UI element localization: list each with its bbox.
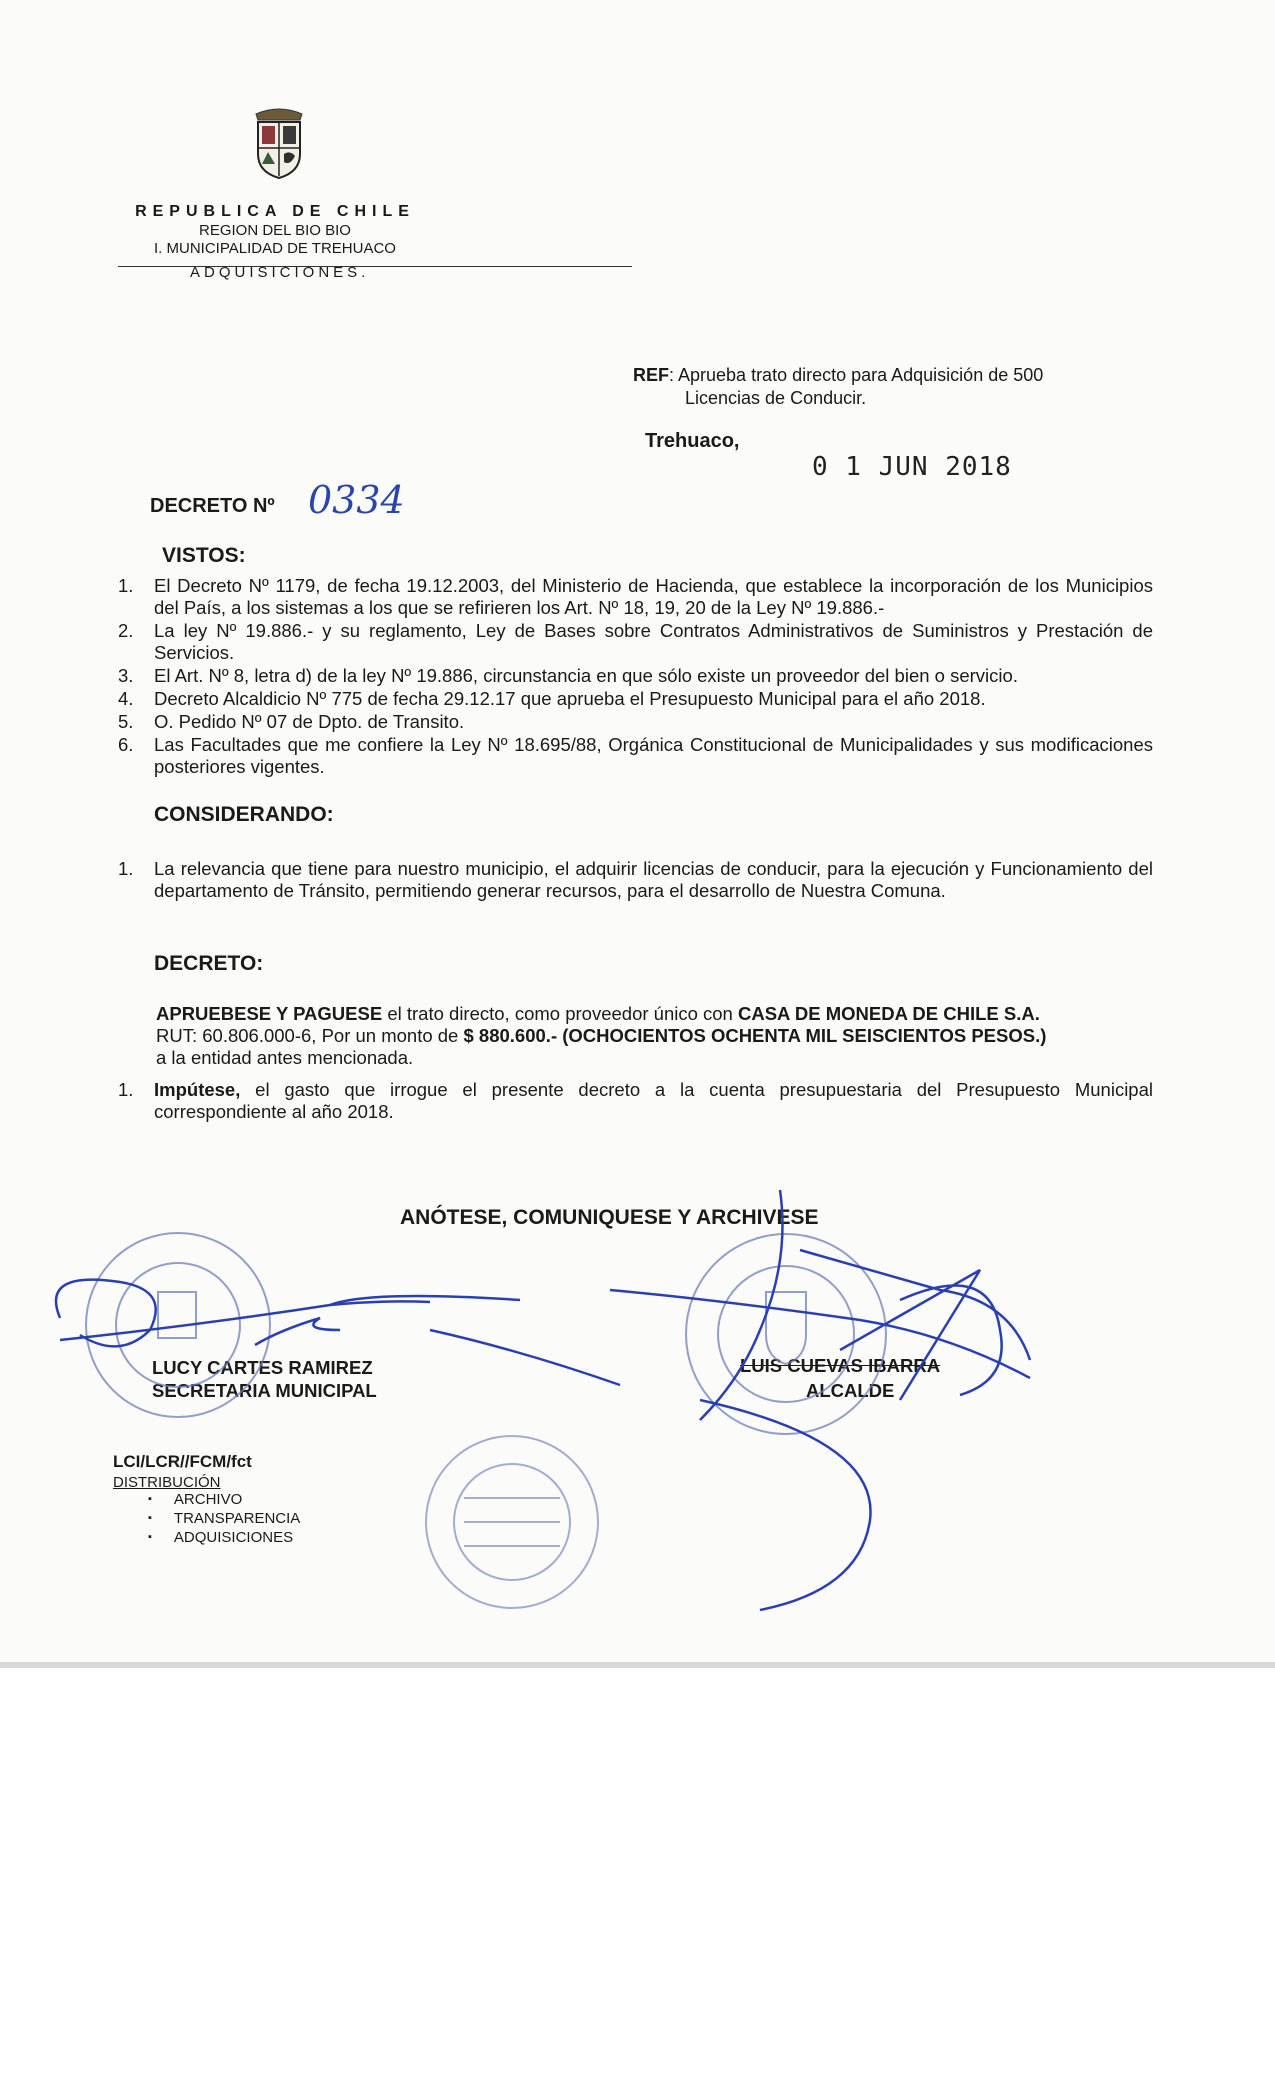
secretary-title: SECRETARIA MUNICIPAL	[152, 1380, 377, 1401]
list-item: 2. La ley Nº 19.886.- y su reglamento, Ley de Bases sobre Contratos Administrativos de Suministros y Prestación de Servicios.	[118, 620, 1153, 663]
list-item: 1. El Decreto Nº 1179, de fecha 19.12.2003, del Ministerio de Hacienda, que establece la incorporación de los Municipios del País, a los sistemas a los que se refirieren los Art. Nº 18, 19, 20 de la Ley Nº 19.886.-	[118, 575, 1153, 618]
place-label: Trehuaco,	[645, 430, 740, 452]
mayor-title: ALCALDE	[806, 1380, 895, 1401]
list-item: 4. Decreto Alcaldicio Nº 775 de fecha 29.12.17 que aprueba el Presupuesto Municipal para el año 2018.	[118, 688, 986, 709]
control-stamp-icon	[426, 1436, 598, 1608]
vistos-list	[118, 575, 1153, 779]
secretary-signature-icon	[56, 1280, 520, 1347]
list-item: 1. Impútese, el gasto que irrogue el presente decreto a la cuenta presupuestaria del Presupuesto Municipal correspondiente al año 2018.	[118, 1079, 1153, 1122]
mayor-signature-icon	[430, 1190, 1030, 1610]
list-item: 3. El Art. Nº 8, letra d) de la ley Nº 19.886, circunstancia en que sólo existe un proveedor del bien o servicio.	[118, 665, 1018, 686]
distribution-item: ▪ ADQUISICIONES	[148, 1529, 300, 1548]
mayor-stamp-icon	[686, 1234, 886, 1434]
distribution-item: ▪ ARCHIVO	[148, 1491, 300, 1510]
ref-label: REF	[633, 365, 669, 385]
list-item: 1. La relevancia que tiene para nuestro municipio, el adquirir licencias de conducir, para la ejecución y Funcionamiento del departamento de Tránsito, permitiendo generar recursos, para el desarrollo de Nuestra Comuna.	[118, 858, 1153, 901]
mayor-name: LUIS CUEVAS IBARRA	[740, 1355, 941, 1376]
distribution-label: DISTRIBUCIÓN	[113, 1474, 221, 1491]
list-item: 5. O. Pedido Nº 07 de Dpto. de Transito.	[118, 711, 465, 732]
ref-line2: Licencias de Conducir.	[685, 388, 867, 408]
decreto-list	[118, 1079, 1153, 1123]
decree-number-handwritten: 0334	[308, 478, 405, 522]
reference-block	[633, 364, 1153, 410]
decreto-body: APRUEBESE Y PAGUESE el trato directo, como proveedor único con CASA DE MONEDA DE CHILE S.A. RUT: 60.806.000-6, Por un monto de $ 880.600.- (OCHOCIENTOS OCHENTA MIL SEISCIENTOS PESOS.) a la entidad antes mencionada.	[156, 1003, 1047, 1068]
header-department: ADQUISICIONES.	[190, 264, 370, 281]
vistos-title: VISTOS:	[162, 544, 246, 567]
distribution-list	[148, 1491, 300, 1548]
considerando-title: CONSIDERANDO:	[154, 803, 334, 826]
ref-line1: : Aprueba trato directo para Adquisición de 500	[669, 365, 1044, 385]
municipal-crest-icon	[248, 104, 310, 180]
header-municipality: I. MUNICIPALIDAD DE TREHUACO	[154, 240, 396, 257]
secretary-name: LUCY CARTES RAMIREZ	[152, 1357, 373, 1378]
distribution-item: ▪ TRANSPARENCIA	[148, 1510, 300, 1529]
header-region: REGION DEL BIO BIO	[199, 222, 351, 239]
author-initials: LCI/LCR//FCM/fct	[113, 1452, 252, 1471]
date-stamp: 0 1 JUN 2018	[812, 452, 1012, 482]
decreto-title: DECRETO:	[154, 952, 264, 975]
decree-label: DECRETO Nº	[150, 495, 275, 517]
header-country: REPUBLICA DE CHILE	[135, 203, 415, 220]
considerando-list	[118, 858, 1153, 902]
closing-formula: ANÓTESE, COMUNIQUESE Y ARCHIVESE	[400, 1206, 819, 1229]
list-item: 6. Las Facultades que me confiere la Ley Nº 18.695/88, Orgánica Constitucional de Municipalidades y sus modificaciones posteriores vigentes.	[118, 734, 1153, 777]
